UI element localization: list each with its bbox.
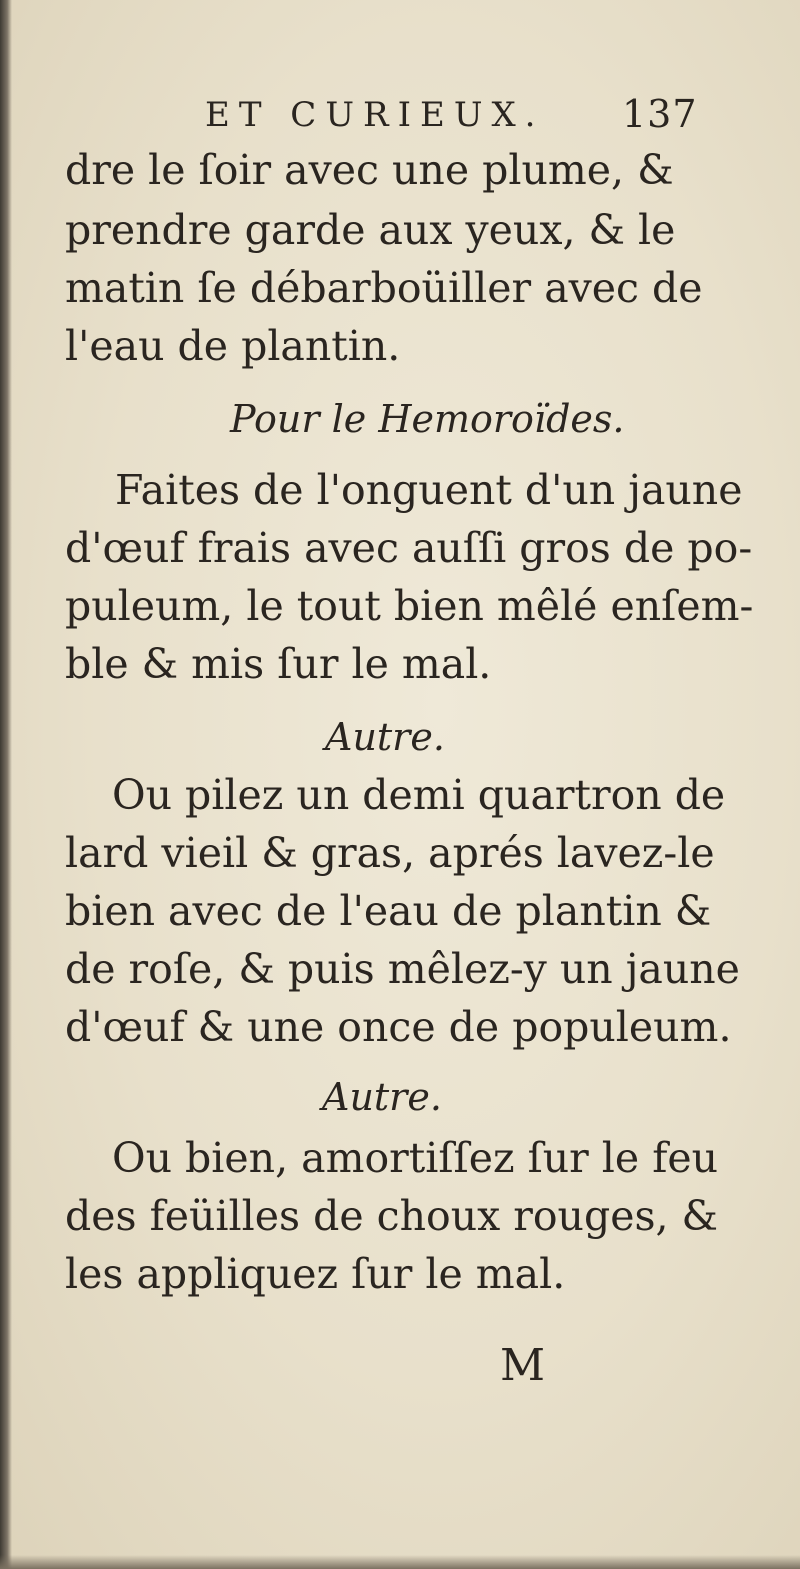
text-line: Ou pilez un demi quartron de — [112, 771, 726, 819]
recipe-heading: Autre. — [325, 715, 445, 759]
text-line: ble & mis ſur le mal. — [65, 640, 492, 688]
page-spine-shadow — [0, 0, 12, 1569]
text-line: d'œuf & une once de populeum. — [65, 1003, 732, 1051]
text-line: Ou bien, amortiſſez ſur le feu — [112, 1134, 719, 1182]
text-line: les appliquez ſur le mal. — [65, 1250, 566, 1298]
recipe-heading: Autre. — [322, 1075, 442, 1119]
running-title: ET CURIEUX. — [205, 95, 545, 135]
text-line: dre le ſoir avec une plume, & — [65, 146, 674, 194]
text-line: puleum, le tout bien mêlé enſem- — [65, 582, 754, 630]
text-line: matin ſe débarboüiller avec de — [65, 264, 703, 312]
text-line: l'eau de plantin. — [65, 322, 401, 370]
text-line: Faites de l'onguent d'un jaune — [115, 466, 743, 514]
recipe-heading: Pour le Hemoroïdes. — [230, 397, 625, 441]
text-line: lard vieil & gras, aprés lavez-le — [65, 829, 715, 877]
page-edge-shadow — [0, 1555, 800, 1569]
text-line: bien avec de l'eau de plantin & — [65, 887, 712, 935]
page-number: 137 — [622, 92, 698, 136]
signature-mark: M — [500, 1340, 546, 1391]
text-line: prendre garde aux yeux, & le — [65, 206, 676, 254]
text-line: des feüilles de choux rouges, & — [65, 1192, 719, 1240]
text-line: de roſe, & puis mêlez-y un jaune — [65, 945, 740, 993]
text-line: d'œuf frais avec auſſi gros de po- — [65, 524, 753, 572]
